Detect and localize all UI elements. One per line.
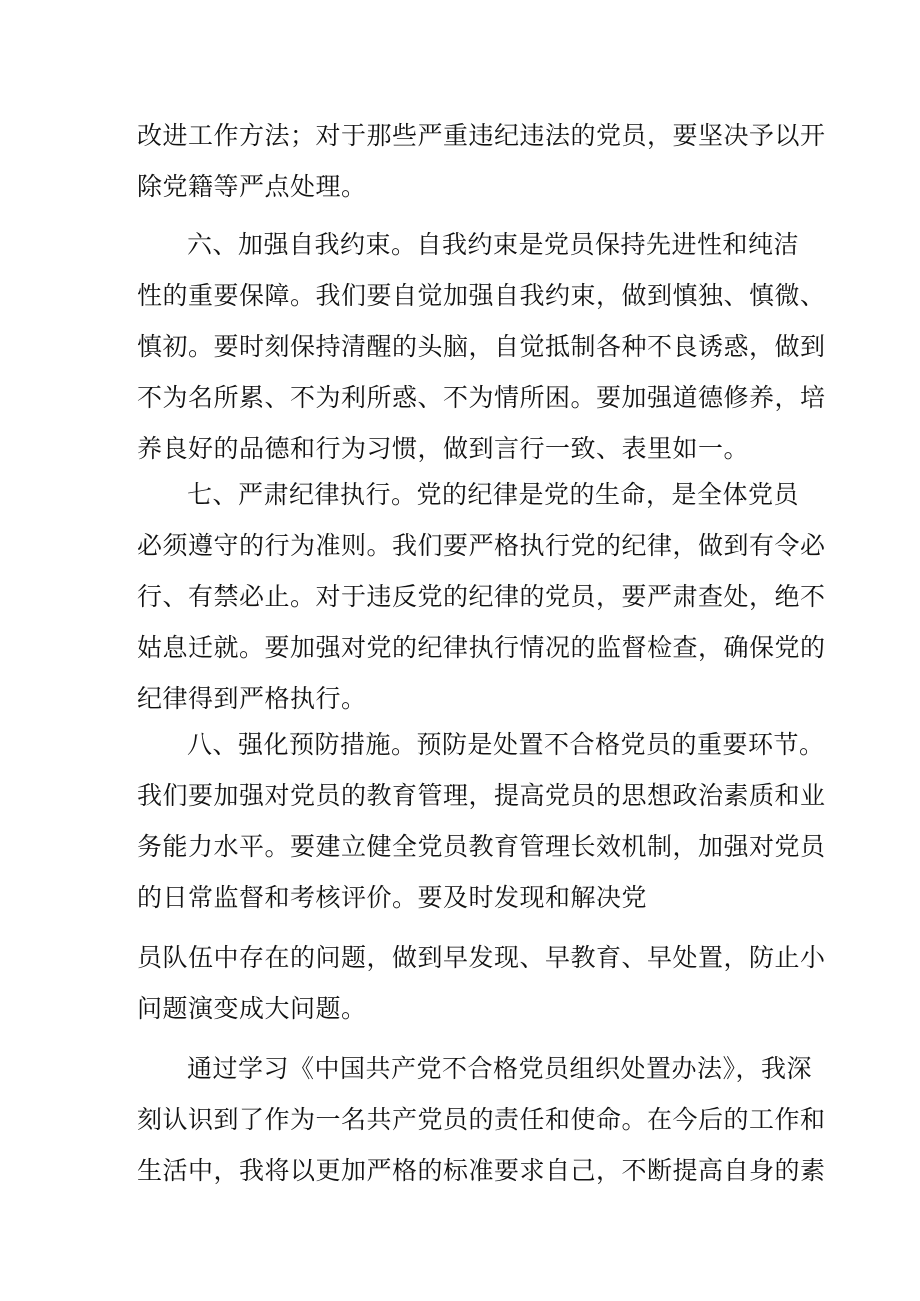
text-line: 六、加强自我约束。自我约束是党员保持先进性和纯洁 <box>187 230 800 259</box>
text-line: 养良好的品德和行为习惯，做到言行一致、表里如一。 <box>137 434 750 463</box>
paragraph-self-discipline-body <box>137 270 826 474</box>
text-line: 通过学习《中国共产党不合格党员组织处置办法》，我深 <box>187 1054 813 1083</box>
paragraph-prevention-body <box>137 770 826 923</box>
text-line: 必须遵守的行为准则。我们要严格执行党的纪律，做到有令必 <box>137 531 826 560</box>
text-line: 姑息迁就。要加强对党的纪律执行情况的监督检查，确保党的 <box>137 633 826 662</box>
text-line: 改进工作方法；对于那些严重违纪违法的党员，要坚决予以开 <box>137 121 826 150</box>
text-line: 慎初。要时刻保持清醒的头脑，自觉抵制各种不良诱惑，做到 <box>137 332 826 361</box>
text-line: 生活中，我将以更加严格的标准要求自己，不断提高自身的素 <box>137 1156 826 1185</box>
text-line: 员队伍中存在的问题，做到早发现、早教育、早处置，防止小 <box>137 943 826 972</box>
text-line: 七、严肃纪律执行。党的纪律是党的生命，是全体党员 <box>187 480 800 509</box>
text-line: 的日常监督和考核评价。要及时发现和解决党 <box>137 883 648 912</box>
text-line: 问题演变成大问题。 <box>137 994 367 1023</box>
text-line: 刻认识到了作为一名共产党员的责任和使命。在今后的工作和 <box>137 1105 826 1134</box>
text-line: 纪律得到严格执行。 <box>137 684 367 713</box>
paragraph-conclusion <box>187 1043 813 1094</box>
text-line: 我们要加强对党员的教育管理，提高党员的思想政治素质和业 <box>137 781 826 810</box>
paragraph-conclusion-body <box>137 1094 826 1196</box>
text-line: 除党籍等严点处理。 <box>137 172 367 201</box>
text-line: 性的重要保障。我们要自觉加强自我约束，做到慎独、慎微、 <box>137 281 826 310</box>
text-line: 务能力水平。要建立健全党员教育管理长效机制，加强对党员 <box>137 832 826 861</box>
paragraph-method <box>137 110 826 212</box>
text-line: 行、有禁必止。对于违反党的纪律的党员，要严肃查处，绝不 <box>137 582 826 611</box>
text-line: 八、强化预防措施。预防是处置不合格党员的重要环节。 <box>187 730 825 759</box>
paragraph-discipline-enforcement-body <box>137 520 826 724</box>
paragraph-discipline-enforcement <box>187 469 800 520</box>
paragraph-continuation <box>137 932 826 1034</box>
text-line: 不为名所累、不为利所惑、不为情所困。要加强道德修养，培 <box>137 383 826 412</box>
paragraph-self-discipline <box>187 219 800 270</box>
paragraph-prevention <box>187 719 825 770</box>
